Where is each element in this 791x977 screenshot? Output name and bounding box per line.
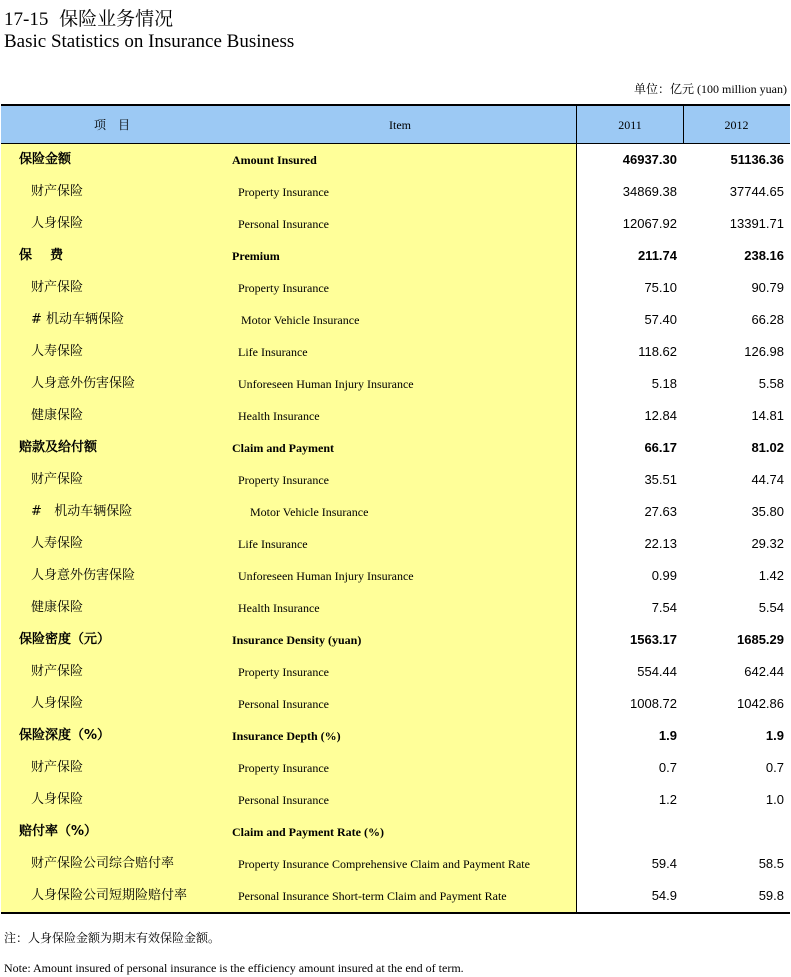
row-label-en: Health Insurance [238, 409, 320, 423]
value-2012: 59.8 [758, 888, 784, 903]
row-label-en: Personal Insurance [238, 793, 329, 807]
value-2011: 118.62 [638, 344, 677, 359]
value-2012: 238.16 [744, 248, 784, 263]
value-2012: 44.74 [751, 472, 784, 487]
table-number: 17-15 [4, 9, 49, 30]
value-2011: 211.74 [637, 248, 677, 263]
value-2012: 126.98 [744, 344, 784, 359]
value-2011: 1563.17 [630, 632, 677, 647]
row-label-cn: 财产保险 [31, 472, 84, 487]
value-2012: 58.5 [758, 856, 784, 871]
row-label-cn: 人身保险 [31, 216, 84, 231]
value-2011: 54.9 [651, 888, 677, 903]
row-label-cn: 人身保险公司短期险赔付率 [31, 888, 188, 903]
table-title-en: Basic Statistics on Insurance Business [4, 31, 295, 52]
header-item-en: Item [389, 118, 411, 132]
value-2012: 51136.36 [730, 152, 784, 167]
statistics-table [1, 104, 790, 912]
table-row [1, 400, 790, 432]
row-label-cn: 人身意外伤害保险 [31, 376, 136, 391]
header-year-2012: 2012 [724, 118, 749, 132]
table-row [1, 624, 790, 656]
row-label-en: Personal Insurance [238, 697, 329, 711]
row-label-en: Personal Insurance Short-term Claim and Payment Rate [238, 889, 507, 903]
row-label-cn: # 机动车辆保险 [31, 504, 133, 519]
row-label-cn: 赔付率（%） [19, 824, 98, 839]
table-title-cn-text: 保险业务情况 [59, 9, 174, 30]
row-label-en: Property Insurance [238, 185, 329, 199]
table-row [1, 656, 790, 688]
footnote-en: Note: Amount insured of personal insurance is the efficiency amount insured at the end of term. [4, 961, 464, 975]
value-2011: 46937.30 [622, 152, 677, 167]
value-2012: 35.80 [751, 504, 784, 519]
value-2012: 29.32 [751, 536, 784, 551]
row-label-cn: 保 费 [19, 248, 64, 263]
row-label-cn: 健康保险 [31, 408, 84, 423]
value-2012 [683, 816, 784, 848]
value-2011: 0.7 [658, 760, 677, 775]
row-label-cn: 人寿保险 [31, 536, 84, 551]
row-label-en: Property Insurance [238, 761, 329, 775]
row-label-cn: 财产保险 [31, 184, 84, 199]
row-label-en: Property Insurance [238, 281, 329, 295]
row-label-cn: 人寿保险 [31, 344, 84, 359]
value-2011: 66.17 [644, 440, 677, 455]
row-label-en: Insurance Depth (%) [232, 729, 341, 743]
table-header [1, 104, 790, 144]
value-2011: 0.99 [651, 568, 677, 583]
row-label-en: Motor Vehicle Insurance [241, 313, 360, 327]
row-label-cn: 保险密度（元） [19, 632, 111, 647]
table-row [1, 816, 790, 848]
row-label-en: Claim and Payment Rate (%) [232, 825, 384, 839]
row-label-en: Motor Vehicle Insurance [250, 505, 369, 519]
value-2011: 1.9 [658, 728, 677, 743]
table-row [1, 432, 790, 464]
value-2011: 1008.72 [630, 696, 677, 711]
value-2012: 5.58 [758, 376, 784, 391]
value-2011: 12067.92 [622, 216, 677, 231]
table-body [1, 144, 790, 912]
table-bottom-rule [1, 912, 790, 914]
value-2011: 75.10 [644, 280, 677, 295]
value-2012: 0.7 [765, 760, 784, 775]
value-2012: 5.54 [758, 600, 784, 615]
value-2011: 34869.38 [622, 184, 677, 199]
row-label-en: Unforeseen Human Injury Insurance [238, 569, 414, 583]
row-label-en: Property Insurance Comprehensive Claim and Payment Rate [238, 857, 530, 871]
value-2011: 22.13 [644, 536, 677, 551]
row-label-en: Life Insurance [238, 345, 308, 359]
header-divider [683, 106, 684, 144]
header-year-2011: 2011 [618, 118, 642, 132]
row-label-cn: 人身保险 [31, 696, 84, 711]
table-row [1, 304, 790, 336]
table-row [1, 272, 790, 304]
row-label-cn: 人身意外伤害保险 [31, 568, 136, 583]
table-row [1, 464, 790, 496]
table-row [1, 176, 790, 208]
table-title-cn [4, 4, 173, 31]
row-label-en: Life Insurance [238, 537, 308, 551]
table-row [1, 720, 790, 752]
value-2012: 1.9 [765, 728, 784, 743]
table-row [1, 848, 790, 880]
value-2011: 35.51 [644, 472, 677, 487]
footnote-cn: 注：人身保险金额为期末有效保险金额。 [4, 931, 221, 945]
value-2011 [577, 816, 677, 848]
row-label-cn: 保险金额 [19, 152, 72, 167]
row-label-en: Amount Insured [232, 153, 317, 167]
value-2011: 1.2 [658, 792, 677, 807]
row-label-en: Health Insurance [238, 601, 320, 615]
table-row [1, 688, 790, 720]
row-label-cn: 健康保险 [31, 600, 84, 615]
row-label-cn: 赔款及给付额 [19, 440, 98, 455]
row-label-en: Insurance Density (yuan) [232, 633, 362, 647]
row-label-en: Personal Insurance [238, 217, 329, 231]
table-row [1, 560, 790, 592]
value-2012: 1042.86 [737, 696, 784, 711]
value-2011: 27.63 [644, 504, 677, 519]
table-row [1, 784, 790, 816]
table-row [1, 336, 790, 368]
table-row [1, 752, 790, 784]
table-row [1, 592, 790, 624]
value-2012: 81.02 [751, 440, 784, 455]
row-label-cn: 财产保险 [31, 760, 84, 775]
row-label-en: Property Insurance [238, 473, 329, 487]
value-2011: 12.84 [644, 408, 677, 423]
table-row [1, 208, 790, 240]
value-2012: 1.0 [765, 792, 784, 807]
value-2012: 1685.29 [737, 632, 784, 647]
row-label-en: Property Insurance [238, 665, 329, 679]
value-2012: 1.42 [758, 568, 784, 583]
value-2011: 7.54 [651, 600, 677, 615]
value-2012: 13391.71 [729, 216, 784, 231]
value-2011: 554.44 [637, 664, 677, 679]
value-2011: 5.18 [651, 376, 677, 391]
value-2012: 37744.65 [729, 184, 784, 199]
header-item-cn [1, 106, 223, 144]
table-row [1, 496, 790, 528]
value-2012: 90.79 [751, 280, 784, 295]
value-2011: 57.40 [644, 312, 677, 327]
row-label-cn: 财产保险 [31, 280, 84, 295]
table-row [1, 880, 790, 912]
value-2012: 14.81 [751, 408, 784, 423]
unit-label: 单位：亿元 (100 million yuan) [634, 82, 787, 96]
value-2011: 59.4 [651, 856, 677, 871]
row-label-cn: 保险深度（%） [19, 728, 111, 743]
row-label-cn: # 机动车辆保险 [31, 312, 125, 327]
value-2012: 642.44 [744, 664, 784, 679]
row-label-en: Unforeseen Human Injury Insurance [238, 377, 414, 391]
table-row [1, 368, 790, 400]
value-2012: 66.28 [751, 312, 784, 327]
row-label-cn: 财产保险 [31, 664, 84, 679]
row-label-en: Premium [232, 249, 280, 263]
table-row [1, 240, 790, 272]
header-divider [576, 106, 577, 144]
row-label-en: Claim and Payment [232, 441, 334, 455]
row-label-cn: 财产保险公司综合赔付率 [31, 856, 175, 871]
table-row [1, 144, 790, 176]
table-row [1, 528, 790, 560]
row-label-cn: 人身保险 [31, 792, 84, 807]
header-item-cn-label: 项 目 [93, 118, 130, 132]
